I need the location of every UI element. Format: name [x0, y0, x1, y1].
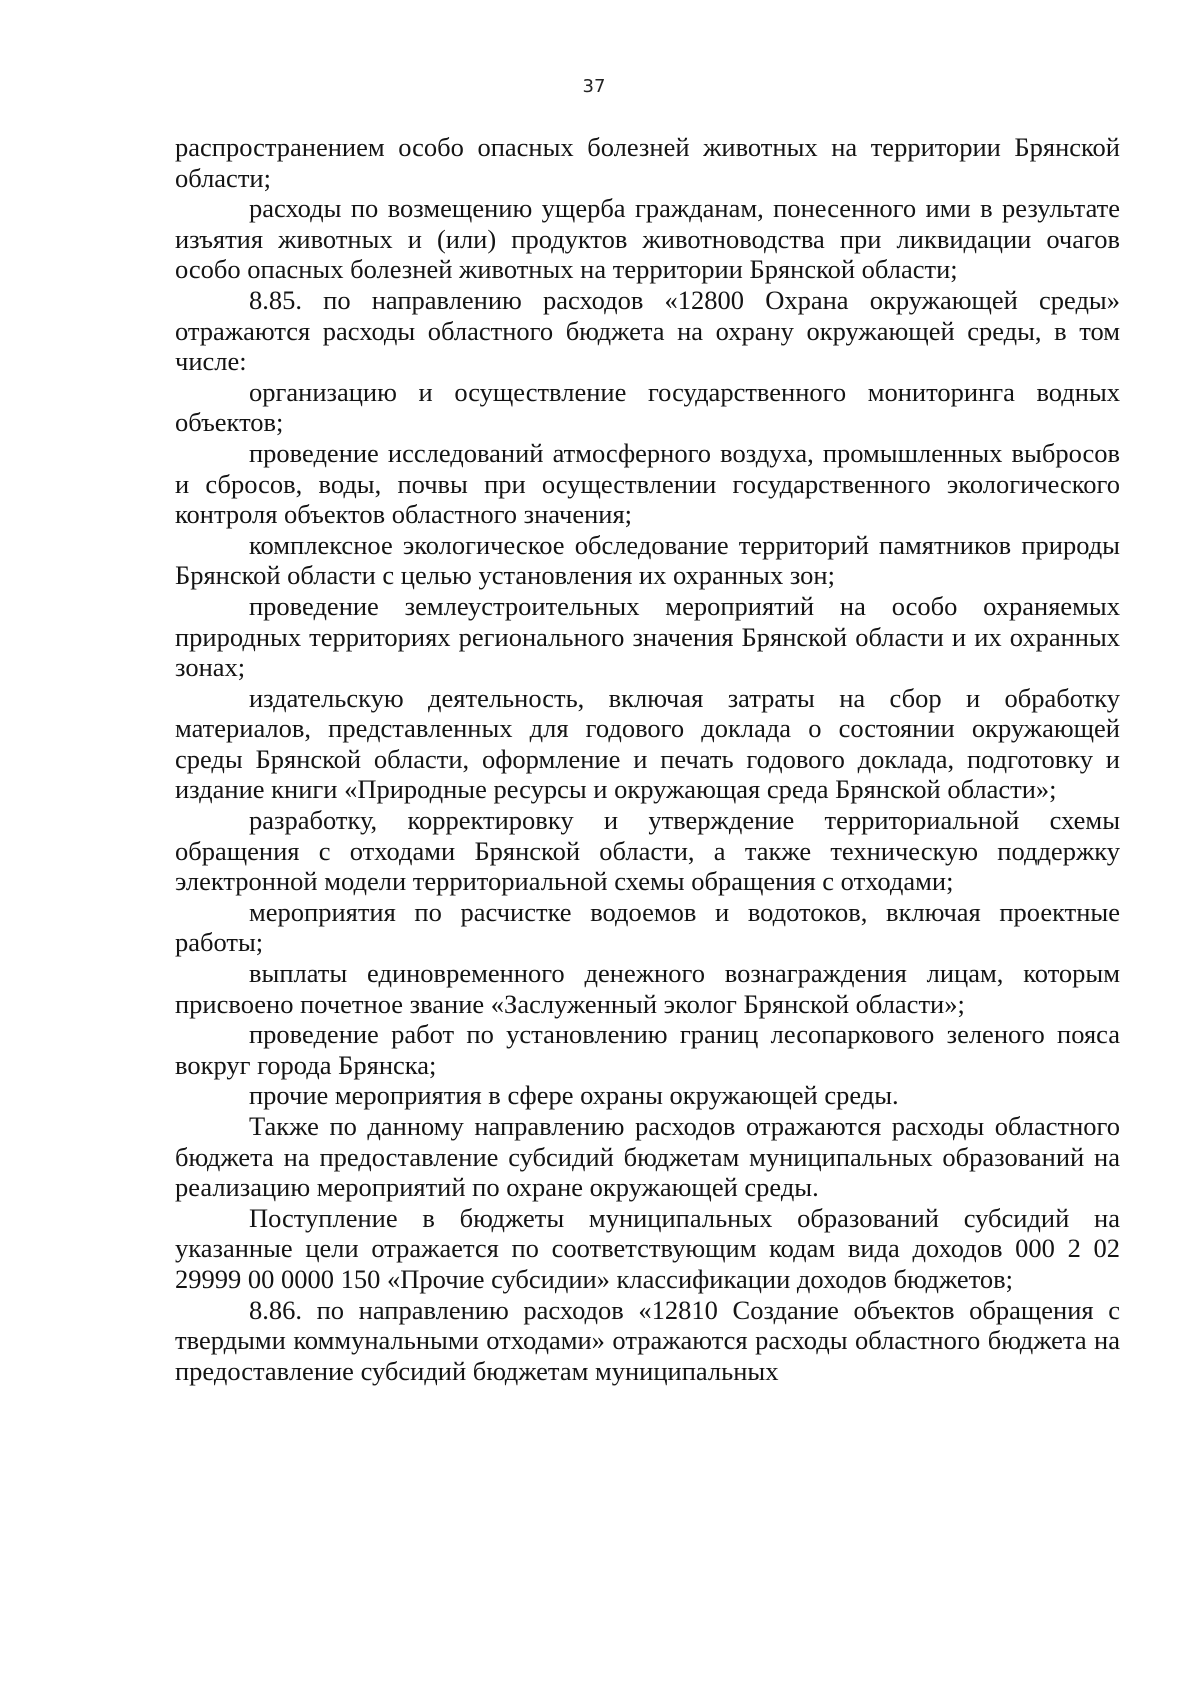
paragraph: комплексное экологическое обследование территорий памятников природы Брянской области с целью установления их охранных зон; — [175, 529, 1120, 591]
paragraph: проведение исследований атмосферного воздуха, промышленных выбросов и сбросов, воды, почвы при осуществлении государственного экологического контроля объектов областного значения; — [175, 437, 1120, 530]
paragraph: проведение землеустроительных мероприятий на особо охраняемых природных территориях регионального значения Брянской области и их охранных зонах; — [175, 590, 1120, 683]
paragraph: прочие мероприятия в сфере охраны окружающей среды. — [249, 1080, 899, 1111]
paragraph: организацию и осуществление государственного мониторинга водных объектов; — [175, 376, 1120, 438]
paragraph: разработку, корректировку и утверждение территориальной схемы обращения с отходами Брянской области, а также техническую поддержку электронной модели территориальной схемы обращения с отходами; — [175, 805, 1120, 897]
paragraph: выплаты единовременного денежного вознаграждения лицам, которым присвоено почетное звание «Заслуженный эколог Брянской области»; — [175, 958, 1120, 1019]
page-number: 37 — [582, 76, 606, 97]
paragraph: Поступление в бюджеты муниципальных образований субсидий на указанные цели отражается по соответствующим кодам вида доходов 000 2 02 29999 00 0000 150 «Прочие субсидии» классификации доходов бюджетов; — [175, 1202, 1120, 1294]
paragraph-section-8-86: 8.86. по направлению расходов «12810 Создание объектов обращения с твердыми коммунальными отходами» отражаются расходы областного бюджета на предоставление субсидий бюджетам муниципальных — [175, 1294, 1120, 1386]
paragraph: издательскую деятельность, включая затраты на сбор и обработку материалов, представленных для годового доклада о состоянии окружающей среды Брянской области, оформление и печать годового доклада, подготовку и издание книги «Природные ресурсы и окружающая среда Брянской области»; — [175, 682, 1120, 805]
document-body — [175, 132, 1120, 1386]
paragraph: проведение работ по установлению границ лесопаркового зеленого пояса вокруг города Брянска; — [175, 1019, 1120, 1080]
paragraph: Также по данному направлению расходов отражаются расходы областного бюджета на предоставление субсидий бюджетам муниципальных образований на реализацию мероприятий по охране окружающей среды. — [175, 1111, 1120, 1203]
paragraph-section-8-85: 8.85. по направлению расходов «12800 Охрана окружающей среды» отражаются расходы областного бюджета на охрану окружающей среды, в том числе: — [175, 284, 1120, 377]
paragraph: распространением особо опасных болезней животных на территории Брянской области; — [175, 132, 1120, 193]
paragraph: расходы по возмещению ущерба гражданам, понесенного ими в результате изъятия животных и (или) продуктов животноводства при ликвидации очагов особо опасных болезней животных на территории Брянской области; — [175, 193, 1120, 285]
paragraph: мероприятия по расчистке водоемов и водотоков, включая проектные работы; — [175, 896, 1120, 958]
